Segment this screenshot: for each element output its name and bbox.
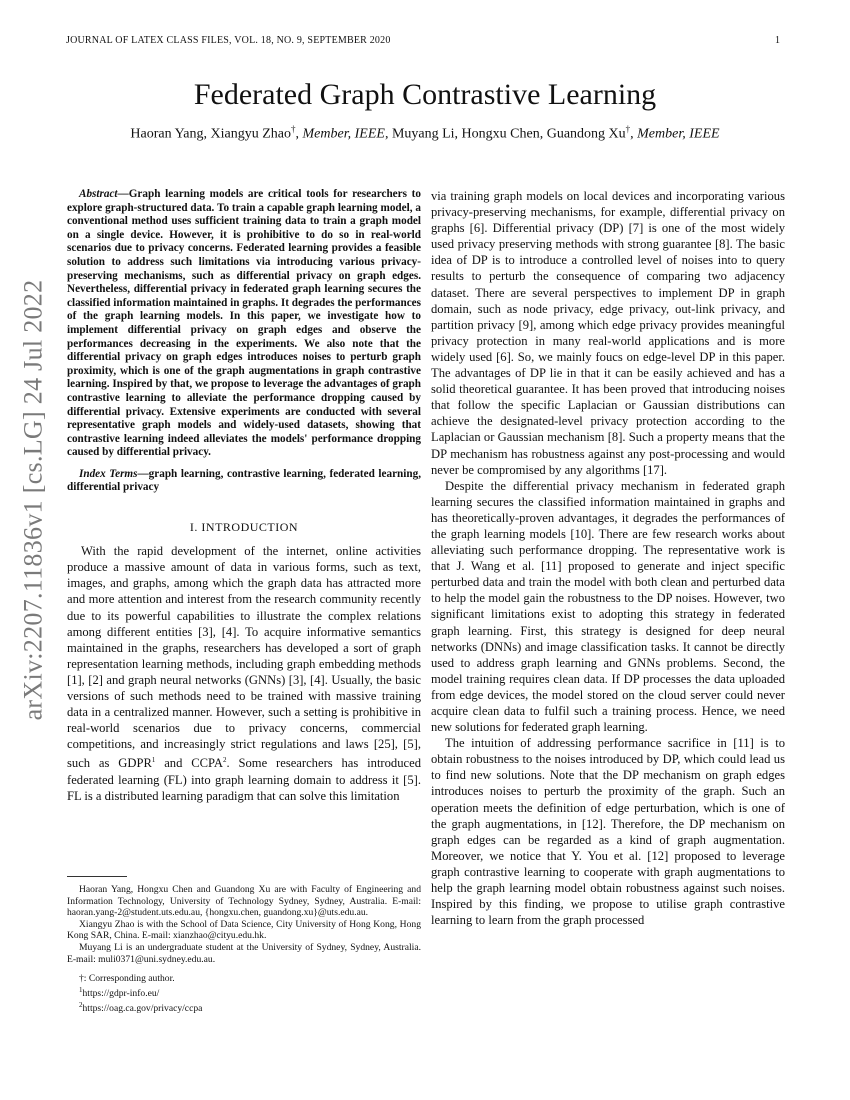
corresponding-author-note: †: Corresponding author.: [79, 973, 175, 985]
footnote-ref-2[interactable]: 2: [223, 756, 227, 765]
intro-text-b: and CCPA: [155, 756, 223, 771]
authors-first: Haoran Yang, Xiangyu Zhao: [130, 126, 292, 142]
left-column: [67, 188, 421, 804]
running-header: JOURNAL OF LATEX CLASS FILES, VOL. 18, NO. 9, SEPTEMBER 2020: [66, 35, 391, 46]
section-heading-introduction: I. INTRODUCTION: [189, 520, 299, 535]
affiliation-note: Muyang Li is an undergraduate student at the University of Sydney, Sydney, Australia. E-mail: muli0371@uni.sydney.edu.au.: [67, 941, 421, 965]
intro-text-a: With the rapid development of the internet, online activities produce a massive amount of data in various forms, such as text, images, and graphs, among which the graph data has attracted more and more attention and interest from the research community recently due to its powerful capabilities to illustrate the complex relations among different entities [3], [4]. To acquire informative semantics maintained in the graphs, researchers has developed a sort of graph representation learning methods, including graph embedding methods [1], [2] and graph neural networks (GNNs) [3], [4]. Usually, the basic versions of such methods need to be trained with massive training data in a centralized manner. However, such a setting is prohibitive in real-world scenarios due to privacy concerns, commercial competitions, and increasingly strict regulations and laws [25], [5], such as GDPR: [67, 544, 421, 771]
arxiv-stamp-container: [6, 279, 60, 721]
affiliation-note: Xiangyu Zhao is with the School of Data Science, City University of Hong Kong, Hong Kong SAR, China. E-mail: xianzhao@cityu.edu.hk.: [67, 918, 421, 942]
authors-second: Muyang Li, Hongxu Chen, Guandong Xu: [391, 126, 626, 142]
paper-title: Federated Graph Contrastive Learning: [193, 78, 657, 111]
abstract-text: —Graph learning models are critical tools for researchers to explore graph-structured data. To train a capable graph learning model, a conventional method uses sufficient training data to train a graph model on a single device. However, it is prohibitive to do so in real-world scenarios due to privacy concerns. Federated learning provides a feasible solution to address such limitations via introducing various privacy-preserving mechanisms, such as differential privacy on graph edges. Nevertheless, differential privacy in federated graph learning secures the classified information maintained in graphs. It degrades the performances of the graph learning models. In this paper, we investigate how to implement differential privacy on graph edges and observe the performances decreasing in the experiments. We also note that the differential privacy on graph edges introduces noises to perturb graph proximity, which is one of the graph augmentations in graph contrastive learning. Inspired by that, we propose to leverage the advantages of graph contrastive learning to alleviate the performance dropping caused by differential privacy. Extensive experiments are conducted with several representative graph models and widely-used datasets, showing that contrastive learning indeed alleviates the models' performance dropping caused by differential privacy.: [67, 188, 421, 459]
ccpa-link[interactable]: https://oag.ca.gov/privacy/ccpa: [82, 1002, 203, 1014]
footnote-rule: [67, 876, 127, 877]
intro-paragraph: [67, 543, 421, 804]
intro-text-c: . Some researchers has introduced federated learning (FL) into graph learning domain to address it [5]. FL is a distributed learning paradigm that can solve this limitation: [67, 756, 421, 803]
author-list: Haoran Yang, Xiangyu Zhao†, Member, IEEE, Muyang Li, Hongxu Chen, Guandong Xu†, Member, IEEE: [130, 124, 720, 142]
body-paragraph: via training graph models on local devices and incorporating various privacy-preserving mechanisms, for example, differential privacy on graphs [6]. Differential privacy (DP) [7] is one of the most widely used privacy preserving methods with strong guarantee [8]. The basic idea of DP is to introduce a controlled level of noises into to query results to perturb the consequence of comparing two adjacency dataset. There are several perspectives to implement DP in graph domain, such as node privacy, edge privacy, out-link privacy, and partition privacy [9], among which edge privacy provides meaningful privacy protection in many real-world applications and is more widely used [6]. So, we mainly foucs on edge-level DP in this paper. The advantages of DP lie in that it can be easily achieved and has a solid theoretical guarantee. It has been proved that introducing noises that follow the specific Laplacian or Gaussian distributions can achieve the designated-level privacy protection according to the Laplacian or Gaussian mechanism [8]. Such a property means that the DP mechanism has robustness against any post-processing and would never be compromised by any algorithms [17].: [431, 189, 785, 477]
gdpr-link[interactable]: https://gdpr-info.eu/: [82, 987, 160, 999]
abstract-label: Abstract: [79, 188, 118, 200]
body-paragraph: Despite the differential privacy mechanism in federated graph learning secures the classified information maintained in graphs and has theoretically-proven advantages, it degrades the performances of the graph learning models [10]. There are few research works about alleviating such performance dropping. The representative work is that J. Wang et al. [11] proposed to generate and inject specific perturbed data and train the model with both clean and perturbed data to help the model gain the robustness to the DP noises. However, two significant limitations exist to adopting this strategy in federated graph learning. First, this strategy is designed for deep neural networks (DNNs) and image classification tasks. It cannot be directly used to address graph learning and GNNs problems. Second, the model training requires clean data. If DP processes the data uploaded from edge devices, the model stored on the cloud server could never acquire clean data to fulfil such a training process. Hence, we need new solutions for federated graph learning.: [431, 478, 785, 735]
dagger-mark: †: [625, 124, 631, 134]
page-number: 1: [775, 35, 780, 46]
right-column: [431, 188, 785, 928]
footnote-ref-1[interactable]: 1: [151, 756, 156, 765]
footnote-2-mark: 2: [79, 1000, 83, 1009]
arxiv-stamp[interactable]: arXiv:2207.11836v1 [cs.LG] 24 Jul 2022: [18, 279, 47, 721]
index-terms: [67, 468, 421, 495]
footnote-1-mark: 1: [79, 985, 83, 994]
dagger-mark: †: [291, 124, 296, 134]
affiliation-note: Haoran Yang, Hongxu Chen and Guandong Xu are with Faculty of Engineering and Information Technology, University of Technology Sydney, Sydney, Australia. E-mail: haoran.yang-2@student.uts.edu.au, {hongxu.chen, guandong.xu}@uts.edu.au.: [67, 884, 421, 919]
footnote-2: [67, 1000, 421, 1015]
body-paragraph: The intuition of addressing performance sacrifice in [11] is to obtain robustness to the noises introduced by DP, which could lead us to find new solutions. Note that the DP mechanism on graph edges introduces noises to perturb the proximity of the graph. Such an operation meets the definition of edge perturbation, which is one of the graph augmentations, in [12]. Therefore, the DP mechanism on graph edges can be regarded as a kind of graph augmentation. Moreover, we notice that Y. You et al. [12] proposed to leverage graph contrastive learning to cooperate with graph augmentations to help the graph learning model obtain robustness against such noises. Inspired by this finding, we propose to utilise graph contrastive learning to learn from the graph processed: [431, 736, 785, 928]
footnotes: [67, 884, 421, 1014]
abstract: [67, 188, 421, 460]
footnote-1: [67, 985, 421, 1000]
index-terms-text: —graph learning, contrastive learning, federated learning, differential privacy: [67, 467, 421, 494]
member-title: Member, IEEE: [302, 126, 385, 142]
index-terms-label: Index Terms: [79, 467, 138, 480]
member-title: Member, IEEE: [637, 126, 720, 142]
